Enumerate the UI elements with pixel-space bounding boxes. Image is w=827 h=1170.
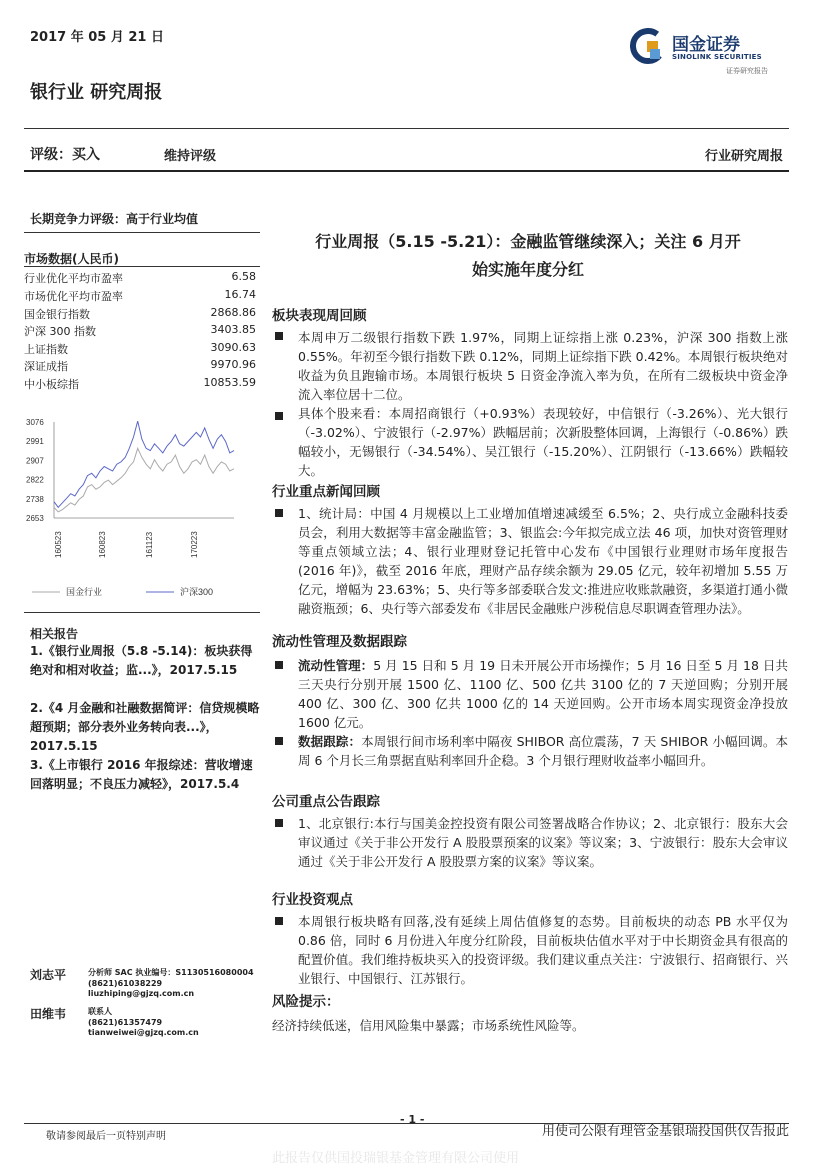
paragraph-label: 数据跟踪： (298, 734, 362, 749)
analyst-info (88, 1007, 199, 1039)
x-tick-label: 170223 (190, 531, 199, 558)
market-value: 16.74 (224, 288, 256, 301)
paragraph-text: 本周银行间市场利率中隔夜 SHIBOR 高位震荡，7 天 SHIBOR 小幅回调。本周 6 个月长三角票据直贴利率回升企稳。3 个月银行理财收益率小幅回升。 (298, 734, 788, 768)
related-report-link[interactable]: 3.《上市银行 2016 年报综述：营收增速回落明显；不良压力减轻》，2017.5.4 (30, 758, 253, 791)
analyst-role: 联系人 (88, 1007, 112, 1016)
bullet-icon (275, 819, 283, 827)
market-row (24, 341, 256, 357)
section-title: 行业投资观点 (272, 892, 353, 908)
footer-notice: 用使司公限有理管金基银瑞投国供仅告报此 (541, 1124, 789, 1139)
index-line-chart (24, 408, 260, 638)
section-title: 流动性管理及数据跟踪 (272, 634, 407, 650)
chart-grid (54, 422, 234, 518)
logo-name: 国金证券 (672, 35, 740, 55)
y-tick-label: 3076 (26, 418, 44, 427)
chart-y-axis (26, 418, 44, 523)
divider (24, 266, 260, 267)
headline (270, 228, 786, 284)
market-row (24, 270, 256, 286)
report-date: 2017 年 05 月 21 日 (30, 30, 164, 45)
market-label: 国金银行指数 (24, 308, 90, 321)
x-tick-label: 161123 (145, 531, 154, 558)
footer-disclaimer: 敬请参阅最后一页特别声明 (46, 1131, 166, 1142)
market-label: 上证指数 (24, 343, 68, 356)
y-tick-label: 2991 (26, 437, 44, 447)
logo-subtitle: 证券研究报告 (726, 67, 768, 75)
divider (24, 232, 260, 233)
y-tick-label: 2653 (26, 514, 44, 523)
legend-label: 国金行业 (66, 587, 103, 597)
market-label: 沪深 300 指数 (24, 325, 96, 338)
paragraph-label: 流动性管理： (298, 658, 374, 673)
market-value: 9970.96 (210, 358, 256, 371)
section-title: 公司重点公告跟踪 (272, 794, 380, 810)
analyst-info (88, 968, 254, 1000)
paragraph: 1、北京银行:本行与国美金控投资有限公司签署战略合作协议；2、北京银行：股东大会审议通过《关于非公开发行 A 股股票预案的议案》等议案；3、宁波银行：股东大会审议通过《关于非公开发行 A 股股票方案的议案》等议案。 (298, 816, 788, 869)
analyst-phone: (8621)61038229 (88, 978, 163, 988)
x-tick-label: 160523 (54, 531, 63, 558)
analyst-name: 田维韦 (30, 1007, 67, 1021)
competitive-rating: 长期竞争力评级：高于行业均值 (30, 212, 199, 226)
paragraph (298, 656, 788, 732)
market-value: 10853.59 (203, 376, 256, 389)
market-row (24, 306, 256, 322)
market-value: 6.58 (231, 270, 256, 283)
series-line-guojin (54, 448, 234, 512)
market-value: 3090.63 (210, 341, 256, 354)
chart-series (54, 421, 234, 512)
paragraph (298, 732, 788, 770)
bullet-icon (275, 737, 283, 745)
market-row (24, 323, 256, 339)
bullet-icon (275, 661, 283, 669)
series-line-hs300 (54, 421, 234, 507)
market-row (24, 358, 256, 374)
market-row (24, 288, 256, 304)
paragraph-text: 5 月 15 日和 5 月 19 日未开展公开市场操作；5 月 16 日至 5 月 18 日共三天央行分别开展 1500 亿、1100 亿、500 亿共 3100 亿的 7 天逆回购；分别开展 400 亿、300 亿、300 亿共 1000 亿的 14 天逆回购。公开市场本周实现资金净投放 1600 亿元。 (298, 658, 788, 730)
related-reports-title: 相关报告 (30, 627, 79, 641)
y-tick-label: 2738 (26, 494, 44, 504)
chart-legend (32, 586, 213, 597)
market-row (24, 376, 256, 392)
rating-maintain: 维持评级 (164, 149, 217, 164)
analyst-email[interactable]: tianweiwei@gjzq.com.cn (88, 1028, 199, 1037)
analyst-email[interactable]: liuzhiping@gjzq.com.cn (88, 989, 195, 998)
market-value: 2868.86 (210, 306, 256, 319)
market-data-title: 市场数据(人民币) (24, 252, 119, 266)
bullet-icon (275, 412, 283, 420)
section-title: 行业重点新闻回顾 (272, 484, 380, 500)
watermark: 此报告仅供国投瑞银基金管理有限公司使用 (272, 1151, 520, 1166)
headline-line: 行业周报（5.15 -5.21）：金融监管继续深入；关注 6 月开 (315, 232, 741, 251)
paragraph: 本周申万二级银行指数下跌 1.97%，同期上证综指上涨 0.23%，沪深 300 指数上涨 0.55%。年初至今银行指数下跌 0.12%，同期上证综指下跌 0.42%。本周银行板块绝对收益为负且跑输市场。本周银行板块 5 日资金净流入率为负，在所有二级板块中资金净流入率位居十二位。 (298, 330, 788, 402)
bullet-icon (275, 917, 283, 925)
market-label: 中小板综指 (24, 378, 79, 391)
chart-x-axis (54, 531, 199, 558)
related-report-link[interactable]: 1.《银行业周报（5.8 -5.14)：板块获得绝对和相对收益；监...》，2017.5.15 (30, 644, 253, 677)
logo-mark-icon (630, 28, 670, 68)
y-tick-label: 2907 (26, 456, 44, 466)
related-report-link[interactable]: 2.《4 月金融和社融数据简评：信贷规模略超预期；部分表外业务转向表...》，2017.5.15 (30, 701, 260, 753)
paragraph: 本周银行板块略有回落,没有延续上周估值修复的态势。目前板块的动态 PB 水平仅为 0.86 倍，同时 6 月份进入年度分红阶段，目前板块估值水平对于中长期资金具有很高的配置价值。我们维持板块买入的投资评级。我们建议重点关注：宁波银行、招商银行、兴业银行、中国银行、江苏银行。 (298, 914, 788, 986)
page-number: - 1 - (400, 1113, 425, 1126)
report-type: 行业研究周报 (704, 149, 783, 164)
rating: 评级：买入 (30, 147, 100, 163)
divider (24, 612, 260, 613)
bullet-icon (275, 332, 283, 340)
paragraph: 1、统计局：中国 4 月规模以上工业增加值增速减缓至 6.5%；2、央行成立金融科技委员会，利用大数据等丰富金融监管；3、银监会:今年拟完成立法 46 项，加快对资管理财等重点领域立法；4、银行业理财登记托管中心发布《中国银行业理财市场年度报告(2016 年)》，截至 2016 年底，理财产品存续余额为 29.05 亿元，较年初增加 5.55 万亿元，增幅为 23.63%；5、央行等多部委联合发文:推进应收账款融资，多渠道打通小微融资瓶颈；6、央行等六部委发布《非居民金融账户涉税信息尽职调查管理办法》。 (298, 506, 788, 616)
bullet-icon (275, 509, 283, 517)
x-tick-label: 160823 (98, 531, 107, 558)
section-title: 板块表现周回顾 (272, 308, 367, 324)
legend-label: 沪深300 (180, 587, 214, 597)
section-title: 风险提示： (272, 994, 340, 1010)
market-label: 市场优化平均市盈率 (24, 290, 123, 303)
market-label: 行业优化平均市盈率 (24, 272, 123, 285)
analyst-phone: (8621)61357479 (88, 1017, 163, 1027)
report-title: 银行业 研究周报 (30, 82, 163, 103)
market-label: 深证成指 (24, 360, 68, 373)
headline-line: 始实施年度分红 (471, 260, 584, 279)
logo-english: SINOLINK SECURITIES (672, 53, 762, 61)
analyst-cert: 分析师 SAC 执业编号：S1130516080004 (88, 968, 254, 977)
analyst-name: 刘志平 (30, 968, 67, 982)
y-tick-label: 2822 (26, 475, 44, 485)
paragraph: 具体个股来看：本周招商银行（+0.93%）表现较好，中信银行（-3.26%）、光大银行（-3.02%）、宁波银行（-2.97%）跌幅居前；次新股整体回调，上海银行（-0.86%）跌幅较小，无锡银行（-34.54%）、吴江银行（-15.20%）、江阴银行（-13.66%）跌幅较大。 (298, 406, 788, 478)
divider (24, 128, 789, 129)
market-value: 3403.85 (210, 323, 256, 336)
divider (24, 170, 789, 172)
risk-text: 经济持续低迷，信用风险集中暴露；市场系统性风险等。 (272, 1018, 585, 1033)
